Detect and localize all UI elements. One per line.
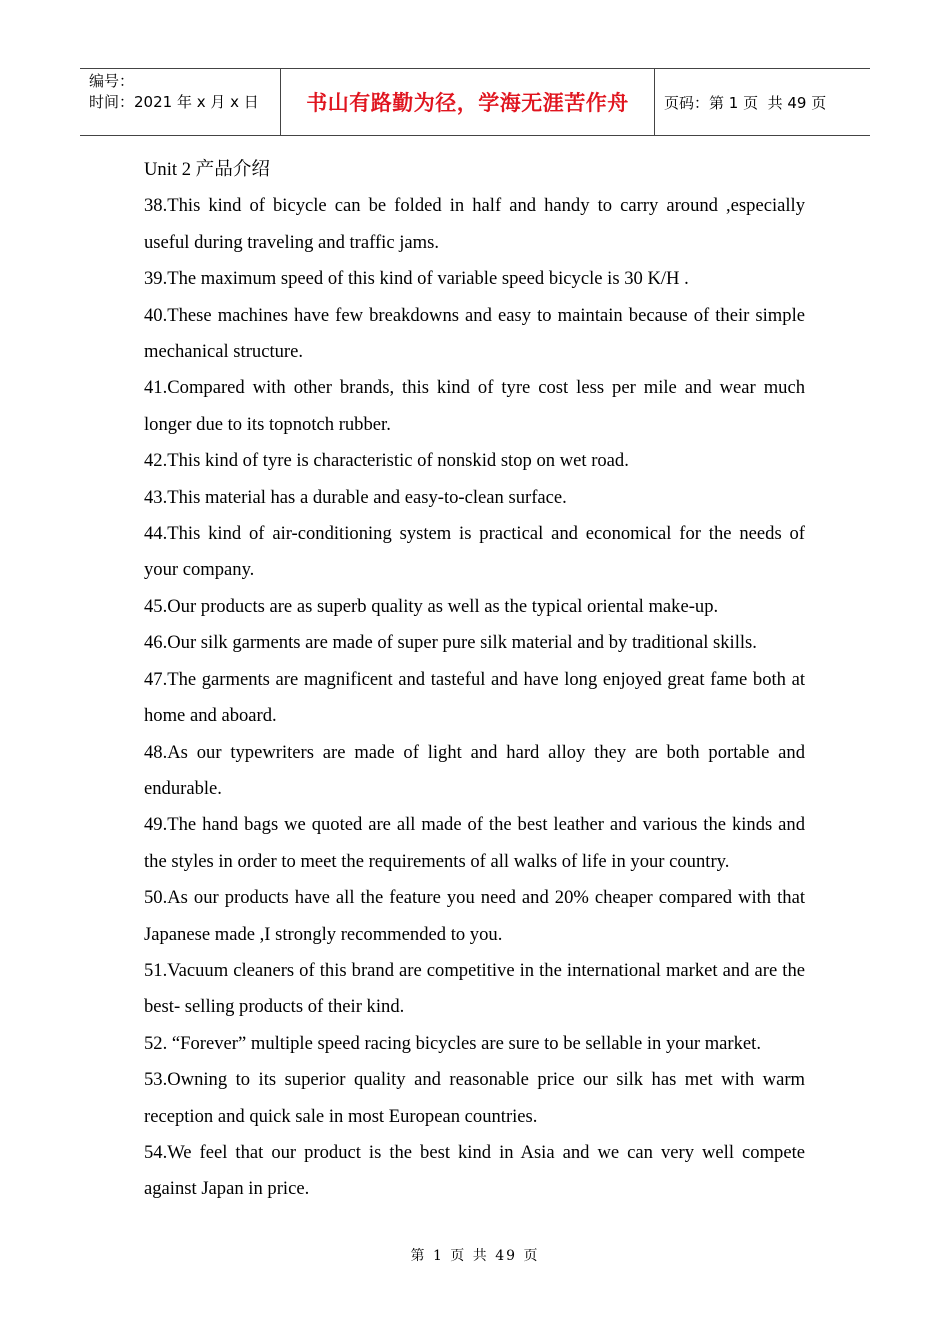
paragraph: 39.The maximum speed of this kind of variable speed bicycle is 30 K/H . bbox=[144, 268, 689, 290]
paragraph: 42.This kind of tyre is characteristic of nonskid stop on wet road. bbox=[144, 450, 629, 472]
page-header bbox=[80, 68, 870, 136]
date-label: 时间：2021 年 x 月 x 日 bbox=[89, 93, 259, 111]
page-footer: 第 1 页 共 49 页 bbox=[410, 1248, 540, 1264]
paragraph: 40.These machines have few breakdowns and easy to maintain because of their simple mechanical structure. bbox=[144, 304, 805, 363]
paragraph: 45.Our products are as superb quality as well as the typical oriental make-up. bbox=[144, 595, 719, 617]
paragraph: 43.This material has a durable and easy-to-clean surface. bbox=[144, 486, 567, 508]
header-page-cell bbox=[655, 69, 870, 135]
paragraph: 46.Our silk garments are made of super pure silk material and by traditional skills. bbox=[144, 632, 757, 654]
paragraph: 54.We feel that our product is the best kind in Asia and we can very well compete against Japan in price. bbox=[144, 1141, 805, 1200]
paragraph: 49.The hand bags we quoted are all made of the best leather and various the kinds and the styles in order to meet the requirements of all walks of life in your country. bbox=[144, 814, 805, 872]
paragraph: 48.As our typewriters are made of light and hard alloy they are both portable and endurable. bbox=[144, 741, 805, 799]
document-body bbox=[144, 152, 805, 1208]
paragraph: 52. “Forever” multiple speed racing bicycles are sure to be sellable in your market. bbox=[144, 1032, 761, 1054]
section-title: Unit 2 产品介绍 bbox=[144, 159, 271, 180]
page-label: 页码：第 1 页 共 49 页 bbox=[664, 93, 827, 112]
paragraph: 53.Owning to its superior quality and reasonable price our silk has met with warm reception and quick sale in most European countries. bbox=[144, 1069, 805, 1127]
paragraph: 41.Compared with other brands, this kind of tyre cost less per mile and wear much longer due to its topnotch rubber. bbox=[144, 377, 805, 435]
header-info-cell bbox=[80, 69, 281, 135]
paragraph: 51.Vacuum cleaners of this brand are competitive in the international market and are the best- selling products of their kind. bbox=[144, 959, 805, 1018]
motto: 书山有路勤为径，学海无涯苦作舟 bbox=[306, 91, 629, 115]
paragraph: 38.This kind of bicycle can be folded in half and handy to carry around ,especially useful during traveling and traffic jams. bbox=[144, 195, 805, 253]
paragraph: 50.As our products have all the feature you need and 20% cheaper compared with that Japanese made ,I strongly recommended to you. bbox=[144, 887, 805, 945]
paragraph: 47.The garments are magnificent and tasteful and have long enjoyed great fame both at home and aboard. bbox=[144, 668, 805, 727]
paragraph: 44.This kind of air-conditioning system is practical and economical for the needs of your company. bbox=[144, 523, 805, 581]
number-label: 编号： bbox=[89, 72, 135, 90]
header-motto-cell bbox=[281, 69, 655, 135]
